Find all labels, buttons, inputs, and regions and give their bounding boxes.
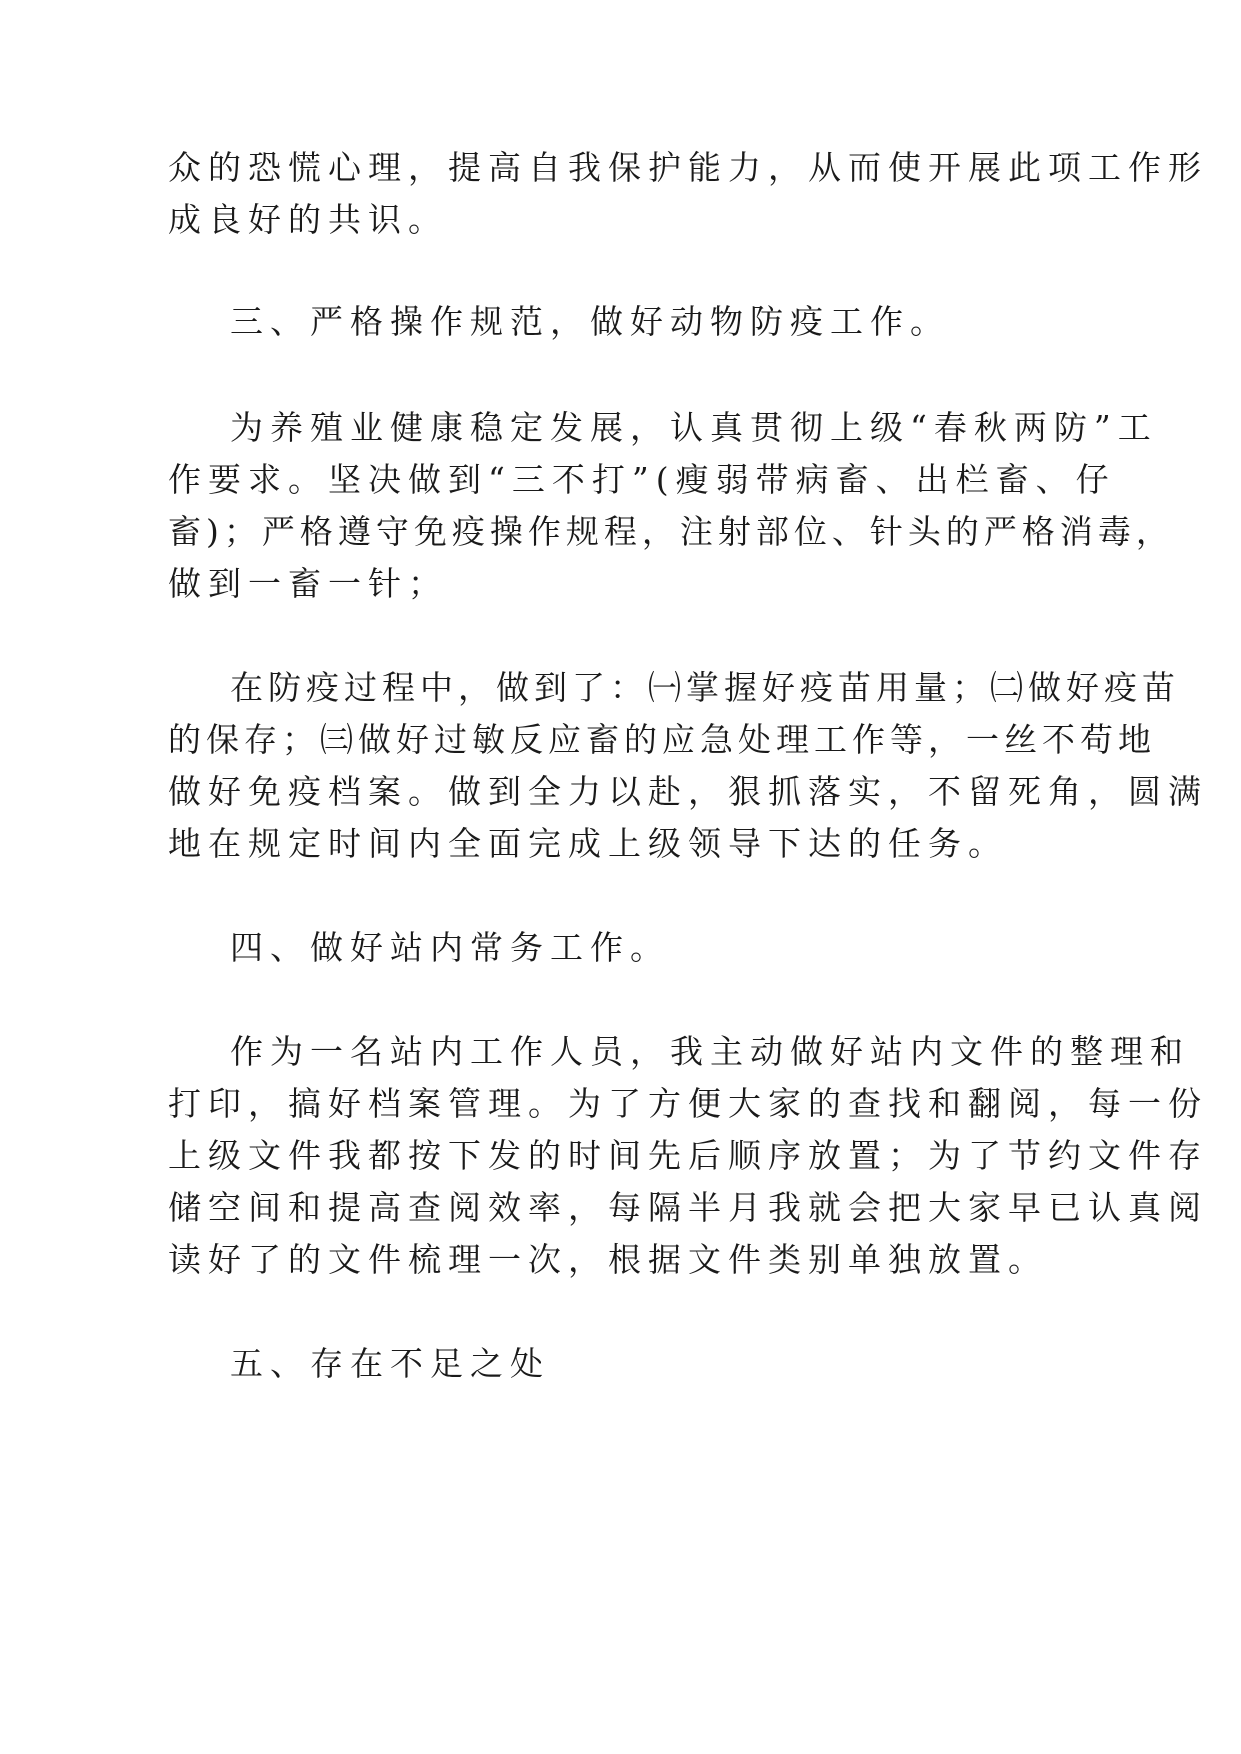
paragraph-line: 作要求。坚决做到“三不打”(瘦弱带病畜、出栏畜、仔 bbox=[168, 460, 1116, 499]
paragraph-line: 为养殖业健康稳定发展，认真贯彻上级“春秋两防”工 bbox=[230, 408, 1158, 447]
paragraph-line: 上级文件我都按下发的时间先后顺序放置；为了节约文件存 bbox=[168, 1136, 1208, 1175]
paragraph-line: 在防疫过程中，做到了：㈠掌握好疫苗用量；㈡做好疫苗 bbox=[230, 668, 1180, 707]
paragraph-line: 作为一名站内工作人员，我主动做好站内文件的整理和 bbox=[230, 1032, 1190, 1071]
paragraph-line: 读好了的文件梳理一次，根据文件类别单独放置。 bbox=[168, 1240, 1048, 1279]
paragraph-line: 做好免疫档案。做到全力以赴，狠抓落实，不留死角，圆满 bbox=[168, 772, 1208, 811]
paragraph-line: 畜)；严格遵守免疫操作规程，注射部位、针头的严格消毒， bbox=[168, 512, 1174, 551]
paragraph-line: 的保存；㈢做好过敏反应畜的应急处理工作等，一丝不苟地 bbox=[168, 720, 1156, 759]
paragraph-line: 众的恐慌心理，提高自我保护能力，从而使开展此项工作形 bbox=[168, 148, 1208, 187]
section-heading: 四、做好站内常务工作。 bbox=[230, 928, 670, 967]
paragraph-line: 打印，搞好档案管理。为了方便大家的查找和翻阅，每一份 bbox=[168, 1084, 1208, 1123]
section-heading: 三、严格操作规范，做好动物防疫工作。 bbox=[230, 302, 950, 341]
section-heading: 五、存在不足之处 bbox=[230, 1344, 550, 1383]
paragraph-line: 成良好的共识。 bbox=[168, 200, 448, 239]
paragraph-line: 地在规定时间内全面完成上级领导下达的任务。 bbox=[168, 824, 1008, 863]
paragraph-line: 储空间和提高查阅效率，每隔半月我就会把大家早已认真阅 bbox=[168, 1188, 1208, 1227]
paragraph-line: 做到一畜一针； bbox=[168, 564, 448, 603]
